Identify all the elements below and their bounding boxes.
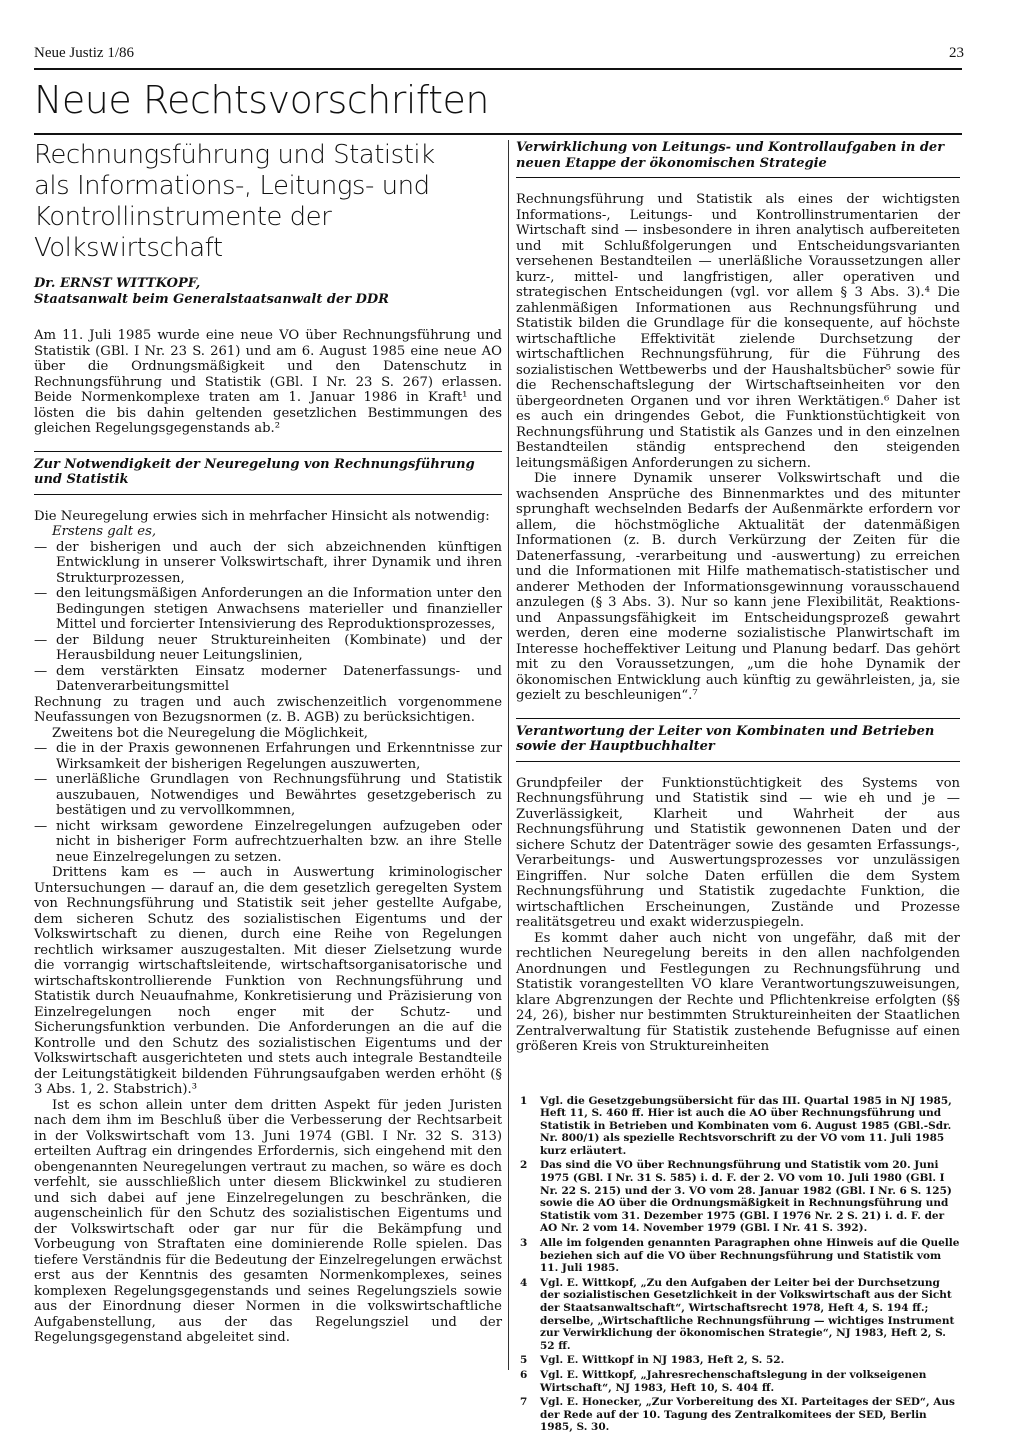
author-role: Staatsanwalt beim Generalstaatsanwalt der DDR	[34, 292, 389, 307]
paragraph: Rechnungsführung und Statistik als eines der wichtigsten Informations-, Leitungs- und Kontrollinstrumentarien der Wirtschaft sind — insbesondere in ihren analytisch aufbereiteten und mit Schlußfolgerungen und Entscheidungsvarianten versehenen Bestandteilen — unerläßliche Voraussetzungen aller kurz-, mittel- und langfristigen, aller operativen und strategischen Entscheidungen (vgl. vor allem § 3 Abs. 3).⁴ Die zahlenmäßigen Informationen aus Rechnungsführung und Statistik bilden die Grundlage für die konsequente, auf höchste wirtschaftliche Effektivität zielende Durchsetzung der wirtschaftlichen Rechnungsführung, für die Führung des sozialistischen Wettbewerbs und der Haushaltsbücher⁵ sowie für die Rechenschaftslegung der Wirtschaftseinheiten vor den übergeordneten Organen und vor ihren Werktätigen.⁶ Daher ist es auch ein dringendes Gebot, die Funktionstüchtigkeit von Rechnungsführung und Statistik als Ganzes und in den einzelnen Bestandteilen ständig entsprechend den steigenden leitungsmäßigen Anforderungen zu sichern.	[516, 192, 960, 471]
paragraph: Es kommt daher auch nicht von ungefähr, daß mit der rechtlichen Neuregelung bereits in den allen nachfolgenden Anordnungen und Festlegungen zu Rechnungsführung und Statistik vorangestellten VO klare Verantwortungszuweisungen, klare Abgrenzungen der Rechte und Pflichtenkreise erfolgten (§§ 24, 26), bisher nur bestimmten Struktureinheiten der Staatlichen Zentralverwaltung für Statistik zustehende Befugnisse auf einen größeren Kreis von Struktureinheiten	[516, 930, 960, 1054]
section-rule	[34, 133, 962, 135]
footnote-text: Vgl. E. Wittkopf in NJ 1983, Heft 2, S. 52.	[540, 1354, 785, 1367]
footnote	[516, 1159, 960, 1235]
right-column	[516, 140, 960, 1436]
header-rule	[34, 68, 962, 70]
paragraph: Rechnung zu tragen und auch zwischenzeitlich vorgenommene Neufassungen von Bezugsnormen (z. B. AGB) zu berücksichtigen.	[34, 694, 502, 725]
footnote	[516, 1095, 960, 1158]
list-item: — unerläßliche Grundlagen von Rechnungsführung und Statistik auszubauen, Notwendiges und Bewährtes gesetzgeberisch zu bestätigen und zu vervollkommnen,	[34, 772, 502, 819]
left-column	[34, 140, 502, 1346]
article-title-line-1: Rechnungsführung und Statistik	[34, 140, 435, 170]
footnote-number: 3	[520, 1237, 528, 1250]
footnote-text: Vgl. E. Honecker, „Zur Vorbereitung des XI. Parteitages der SED“, Aus der Rede auf der 10. Tagung des Zentralkomitees der SED, Berlin 1985, S. 30.	[540, 1396, 955, 1434]
paragraph-zweitens: Zweitens bot die Neuregelung die Möglichkeit,	[52, 725, 368, 741]
subheading-implementation: Verwirklichung von Leitungs- und Kontrollaufgaben in der neuen Etappe der ökonomischen Strategie	[516, 140, 960, 178]
journal-issue: Neue Justiz 1/86	[34, 45, 134, 61]
author-block	[34, 276, 502, 308]
subheading-necessity: Zur Notwendigkeit der Neuregelung von Rechnungsführung und Statistik	[34, 451, 502, 495]
paragraph-drittens: Drittens kam es — auch in Auswertung kriminologischer Untersuchungen — darauf an, die dem gesetzlich geregelten System von Rechnungsführung und Statistik seit jeher gestellte Aufgabe, dem sicheren Schutz des sozialistischen Eigentums und der Volkswirtschaft zu dienen, durch eine Reihe von Regelungen rechtlich wirksamer auszugestalten. Mit dieser Zielsetzung wurde die vorrangig wirtschaftsleitende, wirtschaftsorganisatorische und wirtschaftskontrollierende Funktion von Rechnungsführung und Statistik durch Neuaufnahme, Konkretisierung und Präzisierung von Einzelregelungen noch enger mit der Schutz- und Sicherungsfunktion verbunden. Die Anforderungen an die auf die Kontrolle und den Schutz des sozialistischen Eigentums und der Volkswirtschaft ausgerichteten und stets auch integrale Bestandteile der Leitungstätigkeit bildenden Führungsaufgaben werden erhöht (§ 3 Abs. 1, 2. Stabstrich).³	[34, 865, 502, 1097]
subheading-responsibility: Verantwortung der Leiter von Kombinaten und Betrieben sowie der Hauptbuchhalter	[516, 718, 960, 762]
list-item: — die in der Praxis gewonnenen Erfahrungen und Erkenntnisse zur Wirksamkeit der bisherigen Regelungen auszuwerten,	[34, 741, 502, 772]
footnote	[516, 1369, 960, 1394]
paragraph: Die innere Dynamik unserer Volkswirtschaft und die wachsenden Ansprüche des Binnenmarktes und des mitunter sprunghaft wechselnden Bedarfs der Außenmärkte erfordern vor allem, die höchstmögliche Aktualität der datenmäßigen Informationen (z. B. durch Verkürzung der Zeiten für die Datenerfassung, -verarbeitung und -auswertung) zu erreichen und die Informationen mit Hilfe mathematisch-statistischer und anderer Methoden der Informationsgewinnung vorausschauend anzulegen (§ 3 Abs. 3). Nur so kann jene Flexibilität, Reaktions- und Anpassungsfähigkeit im Entscheidungsprozeß gewahrt werden, deren eine moderne sozialistische Planwirtschaft im Interesse hocheffektiver Leitung und Planung bedarf. Das gehört mit zu den Voraussetzungen, „um die hohe Dynamik der ökonomischen Entwicklung auch künftig zu gewährleisten, ja, sie gezielt zu beschleunigen“.⁷	[516, 471, 960, 703]
author-name: Dr. ERNST WITTKOPF,	[34, 276, 201, 291]
footnote-number: 2	[520, 1159, 528, 1172]
footnotes	[516, 1095, 960, 1434]
list-item: — den leitungsmäßigen Anforderungen an die Information unter den Bedingungen stetigen Anwachsens materieller und finanzieller Mittel und forcierter Intensivierung des Reproduktionsprozesses,	[34, 586, 502, 633]
footnote	[516, 1354, 960, 1367]
article-title	[34, 140, 502, 264]
footnote-number: 7	[520, 1396, 528, 1409]
list-item: — der bisherigen und auch der sich abzeichnenden künftigen Entwicklung in unserer Volkswirtschaft, ihrer Dynamik und ihren Strukturprozessen,	[34, 540, 502, 587]
article-title-line-3: Kontrollinstrumente der Volkswirtschaft	[34, 202, 332, 263]
list-item: — der Bildung neuer Struktureinheiten (Kombinate) und der Herausbildung neuer Leitungslinien,	[34, 633, 502, 664]
paragraph: Ist es schon allein unter dem dritten Aspekt für jeden Juristen nach dem ihm im Beschluß über die Verbesserung der Rechtsarbeit in der Volkswirtschaft vom 13. Juni 1974 (GBl. I Nr. 32 S. 313) erteilten Auftrag ein dringendes Erfordernis, sich eingehend mit den obengenannten Neuregelungen vertraut zu machen, so wäre es doch verfehlt, sie ausschließlich unter diesem Blickwinkel zu studieren und sich dabei auf jene Einzelregelungen zu beschränken, die augenscheinlich für den Schutz des sozialistischen Eigentums und der Volkswirtschaft oder gar nur für die Bekämpfung und Vorbeugung von Straftaten eine dominierende Rolle spielen. Das tiefere Verständnis für die Bedeutung der Einzelregelungen erwächst erst aus der Kenntnis des gesamten Normenkomplexes, seines komplexen Regelungsgegenstands und seines Regelungsziels sowie aus der Einordnung dieser Normen in die volkswirtschaftliche Aufgabenstellung, aus der das Regelungsziel und der Regelungsgegenstand abgeleitet sind.	[34, 1097, 502, 1345]
footnote	[516, 1237, 960, 1275]
footnote-text: Das sind die VO über Rechnungsführung und Statistik vom 20. Juni 1975 (GBl. I Nr. 31 S. 585) i. d. F. der 2. VO vom 10. Juli 1980 (GBl. I Nr. 22 S. 215) und der 3. VO vom 28. Januar 1982 (GBl. I Nr. 6 S. 125) sowie die AO über die Ordnungsmäßigkeit in Rechnungsführung und Statistik vom 31. Dezember 1975 (GBl. I 1976 Nr. 2 S. 21) i. d. F. der AO Nr. 2 vom 14. November 1979 (GBl. I Nr. 41 S. 392).	[540, 1159, 952, 1235]
paragraph: Die Neuregelung erwies sich in mehrfacher Hinsicht als notwendig:	[34, 508, 490, 524]
column-divider	[508, 140, 509, 1370]
list-item: — dem verstärkten Einsatz moderner Datenerfassungs- und Datenverarbeitungsmittel	[34, 664, 502, 695]
intro-paragraph: Am 11. Juli 1985 wurde eine neue VO über Rechnungsführung und Statistik (GBl. I Nr. 23 S. 261) und am 6. August 1985 eine neue AO über die Ordnungsmäßigkeit und den Datenschutz in Rechnungsführung und Statistik (GBl. I Nr. 23 S. 267) erlassen. Beide Normenkomplexe traten am 1. Januar 1986 in Kraft¹ und lösten die bis dahin geltenden gesetzlichen Bestimmungen des gleichen Regelungsgegenstands ab.²	[34, 328, 502, 436]
page-header	[34, 45, 964, 65]
footnote-number: 1	[520, 1094, 528, 1107]
section-title: Neue Rechtsvorschriften	[34, 78, 489, 122]
footnote-number: 5	[520, 1354, 528, 1367]
list-item: — nicht wirksam gewordene Einzelregelungen aufzugeben oder nicht in bisheriger Form aufrechtzuerhalten bzw. an ihre Stelle neue Einzelregelungen zu setzen.	[34, 819, 502, 866]
footnote	[516, 1277, 960, 1353]
article-title-line-2: als Informations-, Leitungs- und	[34, 171, 430, 201]
footnote-number: 4	[520, 1276, 528, 1289]
footnote	[516, 1396, 960, 1434]
paragraph: Grundpfeiler der Funktionstüchtigkeit des Systems von Rechnungsführung und Statistik sind — wie eh und je — Zuverlässigkeit, Klarheit und Wahrheit der aus Rechnungsführung und Statistik gewonnenen Daten und der sichere Schutz der Datenträger sowie des gesamten Erfassungs-, Verarbeitungs- und Auswertungsprozesses vor unzulässigen Eingriffen. Nur solche Daten erfüllen die dem System Rechnungsführung und Statistik zugedachte Funktion, die wirtschaftlichen Erscheinungen, Zustände und Prozesse realitätsgetreu und exakt widerzuspiegeln.	[516, 775, 960, 930]
page-number: 23	[949, 45, 964, 61]
footnote-text: Vgl. E. Wittkopf, „Jahresrechenschaftslegung in der volkseigenen Wirtschaft“, NJ 1983, Heft 10, S. 404 ff.	[540, 1368, 927, 1394]
footnote-text: Vgl. E. Wittkopf, „Zu den Aufgaben der Leiter bei der Durchsetzung der sozialistischen Gesetzlichkeit in der Volkswirtschaft aus der Sicht der Staatsanwaltschaft“, Wirtschaftsrecht 1978, Heft 4, S. 194 ff.; derselbe, „Wirtschaftliche Rechnungsführung — wichtiges Instrument zur Verwirklichung der ökonomischen Strategie“, NJ 1983, Heft 2, S. 52 ff.	[540, 1276, 955, 1352]
footnote-text: Vgl. die Gesetzgebungsübersicht für das III. Quartal 1985 in NJ 1985, Heft 11, S. 460 ff. Hier ist auch die AO über Rechnungsführung und Statistik in Betrieben und Kombinaten vom 6. August 1985 (GBl.-Sdr. Nr. 800/1) als spezielle Rechtsvorschrift zu der VO vom 11. Juli 1985 kurz erläutert.	[540, 1094, 952, 1157]
footnote-number: 6	[520, 1368, 528, 1381]
paragraph-erstens: Erstens galt es,	[52, 524, 157, 539]
footnote-text: Alle im folgenden genannten Paragraphen ohne Hinweis auf die Quelle beziehen sich auf die VO über Rechnungsführung und Statistik vom 11. Juli 1985.	[540, 1237, 960, 1275]
